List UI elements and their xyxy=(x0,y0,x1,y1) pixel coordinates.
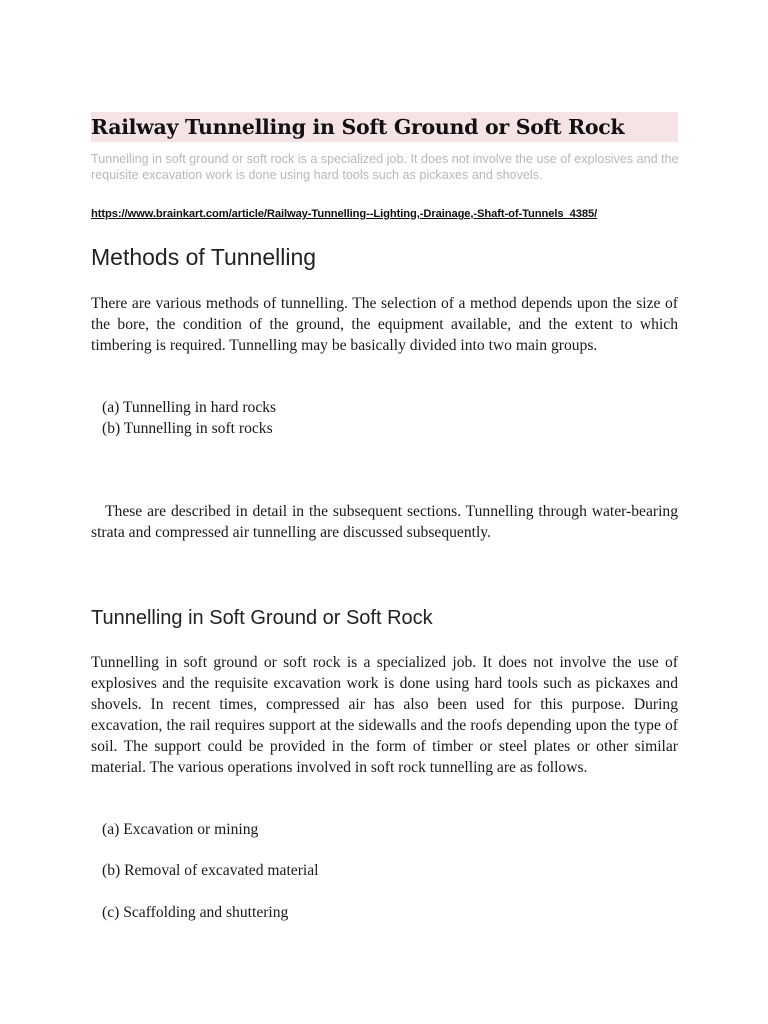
document-summary: Tunnelling in soft ground or soft rock is a specialized job. It does not involve the use of explosives and the requisite excavation work is done using hard tools such as pickaxes and shovels. xyxy=(91,152,679,182)
source-link[interactable]: https://www.brainkart.com/article/Railway-Tunnelling--Lighting,-Drainage,-Shaft-of-Tunnels_4385/ xyxy=(91,208,598,220)
methods-intro-paragraph: There are various methods of tunnelling. The selection of a method depends upon the size of the bore, the condition of the ground, the equipment available, and the extent to which timbering is required. Tunnelling may be basically divided into two main groups. xyxy=(91,295,678,354)
list-item: (c) Scaffolding and shuttering xyxy=(102,904,289,921)
list-item: (a) Tunnelling in hard rocks xyxy=(102,399,277,416)
list-item: (b) Removal of excavated material xyxy=(102,862,319,879)
list-item: (b) Tunnelling in soft rocks xyxy=(102,420,273,437)
methods-note-paragraph: These are described in detail in the subsequent sections. Tunnelling through water-bearing strata and compressed air tunnelling are discussed subsequently. xyxy=(91,503,678,541)
soft-rock-paragraph: Tunnelling in soft ground or soft rock is a specialized job. It does not involve the use of explosives and the requisite excavation work is done using hard tools such as pickaxes and shovels. In recent times, compressed air has also been used for this purpose. During excavation, the rail requires support at the sidewalls and the roofs depending upon the type of soil. The support could be provided in the form of timber or steel plates or other similar material. The various operations involved in soft rock tunnelling are as follows. xyxy=(91,654,678,776)
document-title: Railway Tunnelling in Soft Ground or Soft Rock xyxy=(91,115,625,139)
soft-rock-heading: Tunnelling in Soft Ground or Soft Rock xyxy=(91,607,433,629)
methods-heading: Methods of Tunnelling xyxy=(91,244,317,270)
list-item: (a) Excavation or mining xyxy=(102,821,259,838)
